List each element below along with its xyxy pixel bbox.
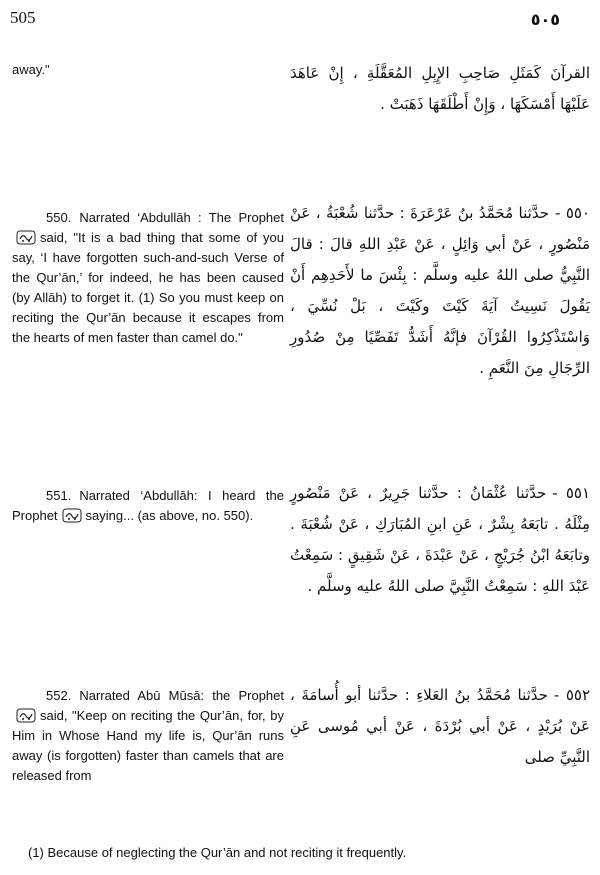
english-text: said, "It is a bad thing that some of you say, ‘I have forgotten such-and-such Verse of the Qur’ān,’ for indeed, he has been caused (by Allāh) to forget it. (1) So you must keep on reciting the Qur’ān because it escapes from the hearts of men faster than camel do." bbox=[12, 230, 284, 345]
hadith-number-arabic: ٥٥١ - bbox=[552, 484, 590, 502]
arabic-hadith-550 bbox=[290, 198, 590, 384]
arabic-text: حدَّثنا مُحَمَّدُ بنُ العَلاءِ : حدَّثنا أبو أُسامَةَ ، عَنْ بُرَيْدٍ ، عَنْ أبي بُرْدَةَ ، عَنْ أبي مُوسى عَنِ النَّبِيِّ صلى bbox=[290, 686, 590, 766]
pbuh-seal-icon bbox=[16, 230, 36, 245]
english-paragraph-continuation bbox=[12, 60, 284, 80]
arabic-hadith-551 bbox=[290, 478, 590, 602]
english-hadith-551 bbox=[12, 486, 284, 526]
hadith-number: 550. bbox=[46, 210, 72, 225]
arabic-text: حدَّثنا عُثْمَانُ : حدَّثنا جَرِيرٌ ، عَنْ مَنْصُورٍ مِثْلَهُ . تابَعَهُ بِشْرٌ ، عَنِ ابنِ المُبَارَكِ ، عَنْ شُعْبَةَ . وتابَعَهُ ابْنُ جُرَيْجٍ ، عَنْ عَبْدَةَ ، عَنْ شَقِيقٍ : سَمِعْتُ عَبْدَ اللهِ : سَمِعْتُ النَّبِيَّ صلى اللهُ عليه وسلَّم . bbox=[290, 484, 590, 595]
english-text: Narrated ‘Abdullāh: I heard the Prophet bbox=[12, 488, 284, 523]
english-hadith-552 bbox=[12, 686, 284, 786]
arabic-hadith-552 bbox=[290, 680, 590, 773]
hadith-number: 552. bbox=[46, 688, 72, 703]
hadith-number-arabic: ٥٥٠ - bbox=[554, 204, 590, 222]
hadith-number-arabic: ٥٥٢ - bbox=[553, 686, 590, 704]
english-text: Narrated ‘Abdullāh : The Prophet bbox=[79, 210, 284, 225]
english-text: away." bbox=[12, 62, 50, 77]
english-text: saying... (as above, no. 550). bbox=[85, 508, 254, 523]
arabic-paragraph-continuation bbox=[290, 58, 590, 120]
pbuh-seal-icon bbox=[16, 708, 36, 723]
page-number-left: 505 bbox=[10, 8, 36, 27]
arabic-text: حدَّثنا مُحَمَّدُ بنُ عَرْعَرَةَ : حدَّثنا شُعْبَةُ ، عَنْ مَنْصُورٍ ، عَنْ أبي وَائِلٍ ، عَنْ عَبْدِ اللهِ قالَ : قالَ النَّبِيُّ صلى اللهُ عليه وسلَّم : بِئْسَ ما لأَحَدِهِم أَنْ يَقُولَ نَسِيتُ آيَةَ كَيْتَ وكَيْتَ ، بَلْ نُسِّيَ ، وَاسْتَذْكِرُوا القُرْآنَ فإنَّهُ أَشَدُّ تَفَصِّيًا مِنْ صُدُورِ الرِّجَالِ مِنَ النَّعَمِ . bbox=[290, 204, 590, 377]
english-text: said, "Keep on reciting the Qur’ān, for, by Him in Whose Hand my life is, Qur’ān runs away (is forgotten) faster than camels that are released from bbox=[12, 708, 284, 783]
pbuh-seal-icon bbox=[62, 508, 82, 523]
footnote: (1) Because of neglecting the Qur’ān and not reciting it frequently. bbox=[28, 845, 407, 860]
arabic-text: القرآنَ كَمَثَلِ صَاحِبِ الإِبِلِ المُعَقَّلَةِ ، إِنْ عَاهَدَ عَلَيْهَا أَمْسَكَهَا ، وَإِنْ أَطْلَقَهَا ذَهَبَتْ . bbox=[290, 64, 590, 113]
page-number-right: ٥٠٥ bbox=[530, 10, 560, 29]
english-text: Narrated Abū Mūsā: the Prophet bbox=[79, 688, 284, 703]
english-hadith-550 bbox=[12, 208, 284, 348]
hadith-number: 551. bbox=[46, 488, 72, 503]
